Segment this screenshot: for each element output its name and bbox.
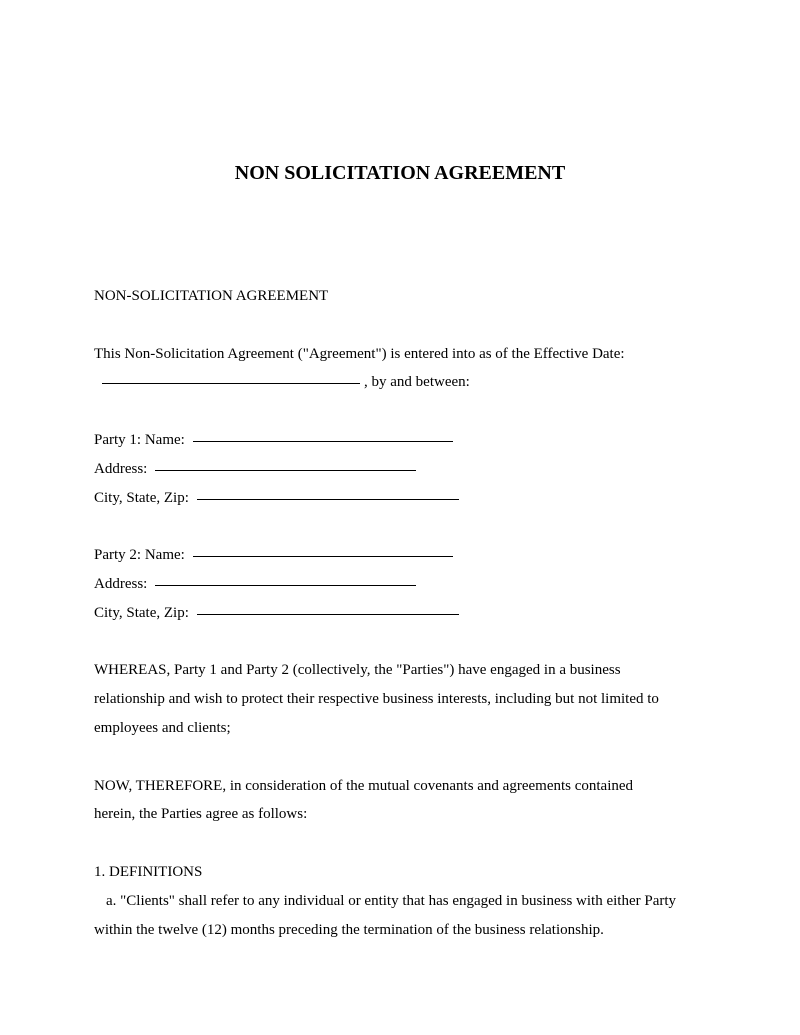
document-body [94, 282, 734, 944]
definition-line: a. "Clients" shall refer to any individual or entity that has engaged in business with either Party [106, 892, 677, 909]
effective-date-field[interactable] [102, 382, 360, 384]
party2-address-label: Address: [94, 575, 148, 592]
whereas-line: employees and clients; [94, 719, 231, 736]
spacer [94, 512, 734, 541]
party2-address-field[interactable] [155, 584, 416, 586]
party2-address-row [94, 570, 734, 599]
party2-city-label: City, State, Zip: [94, 604, 189, 621]
section-heading: 1. DEFINITIONS [94, 863, 203, 880]
document-title: NON SOLICITATION AGREEMENT [234, 162, 566, 184]
definition-line: within the twelve (12) months preceding the termination of the business relationship. [94, 921, 604, 938]
spacer [94, 743, 734, 772]
agreement-subtitle: NON-SOLICITATION AGREEMENT [94, 288, 329, 304]
spacer [94, 829, 734, 858]
party1-name-field[interactable] [193, 440, 453, 442]
party1-city-row [94, 484, 734, 513]
party1-address-row [94, 455, 734, 484]
party1-name-row [94, 426, 734, 455]
party1-address-label: Address: [94, 460, 148, 477]
therefore-line: herein, the Parties agree as follows: [94, 806, 308, 823]
effective-date-row [94, 368, 734, 397]
party2-name-row [94, 541, 734, 570]
spacer [94, 311, 734, 340]
spacer [94, 397, 734, 426]
party1-name-label: Party 1: Name: [94, 431, 185, 448]
party1-city-field[interactable] [197, 498, 459, 500]
spacer [94, 628, 734, 657]
party2-name-label: Party 2: Name: [94, 547, 185, 564]
party1-address-field[interactable] [155, 469, 416, 471]
party2-name-field[interactable] [193, 555, 453, 557]
party2-city-row [94, 599, 734, 628]
party1-city-label: City, State, Zip: [94, 489, 189, 506]
therefore-line: NOW, THEREFORE, in consideration of the mutual covenants and agreements contained [94, 777, 634, 794]
whereas-line: WHEREAS, Party 1 and Party 2 (collectively, the "Parties") have engaged in a business [94, 662, 621, 679]
whereas-line: relationship and wish to protect their respective business interests, including but not limited to [94, 691, 659, 708]
intro-text: This Non-Solicitation Agreement ("Agreement") is entered into as of the Effective Date: [94, 345, 625, 362]
intro-suffix: , by and between: [364, 374, 470, 391]
party2-city-field[interactable] [197, 613, 459, 615]
